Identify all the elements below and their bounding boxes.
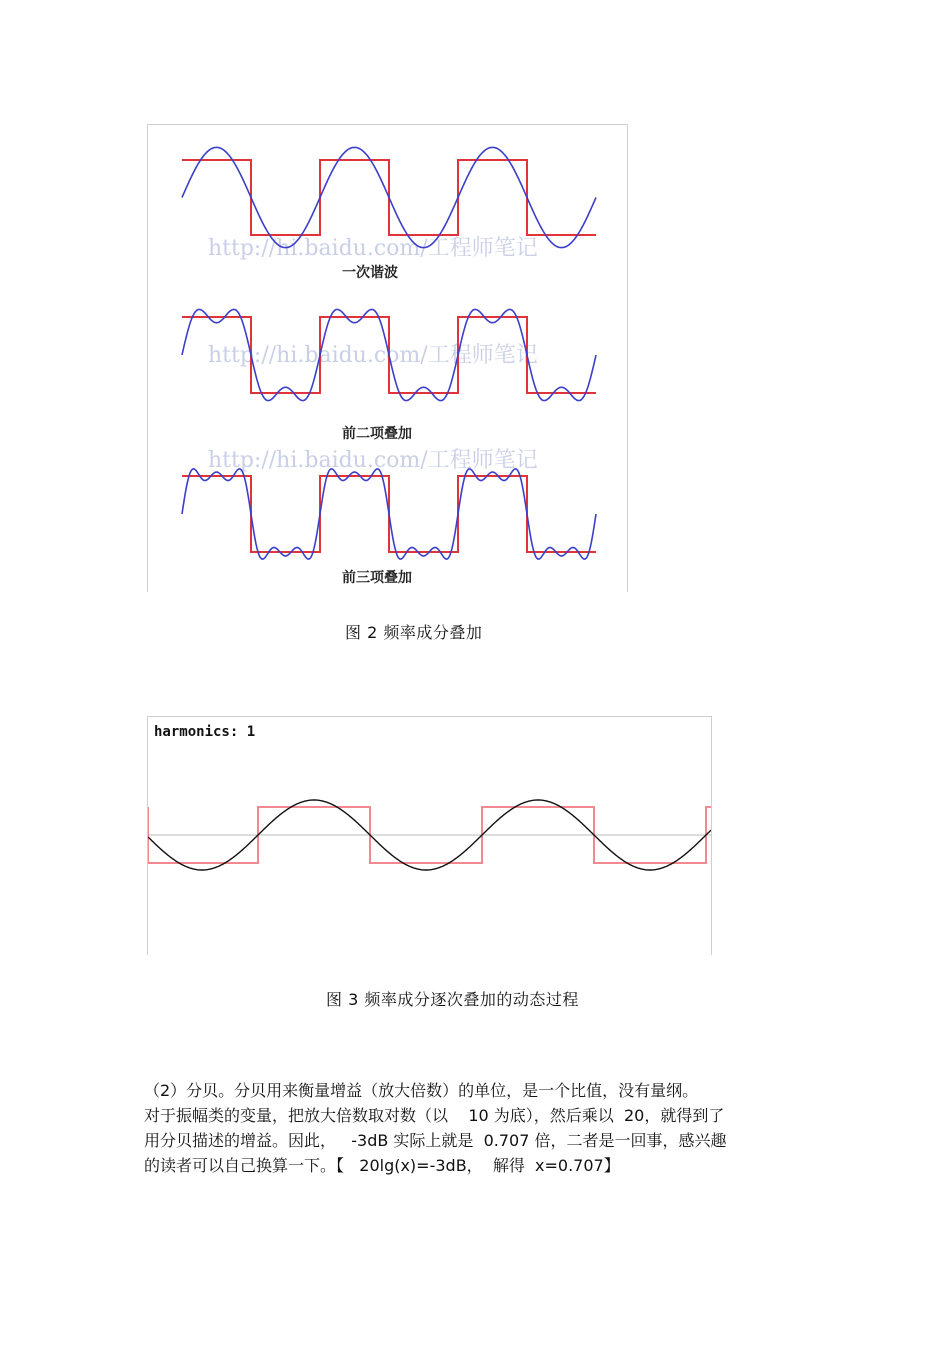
figure-2-caption: 图 2 频率成分叠加: [345, 623, 483, 642]
paragraph-line: （2）分贝。分贝用来衡量增益（放大倍数）的单位，是一个比值，没有量纲。: [144, 1081, 699, 1100]
panel-label: 前二项叠加: [342, 426, 412, 442]
body-paragraph: [144, 1078, 814, 1178]
figure-3: [147, 716, 712, 955]
figure-2-plot: [148, 125, 627, 592]
figure-3-plot: [148, 717, 711, 955]
watermark: http://hi.baidu.com/工程师笔记: [208, 236, 538, 261]
watermark: http://hi.baidu.com/工程师笔记: [208, 448, 538, 473]
panel-label: 一次谐波: [342, 265, 398, 281]
figure-2: [147, 124, 628, 592]
paragraph-line: 对于振幅类的变量，把放大倍数取对数（以 10 为底），然后乘以 20，就得到了: [144, 1106, 725, 1125]
panel-label: 前三项叠加: [342, 570, 412, 586]
watermark: http://hi.baidu.com/工程师笔记: [208, 343, 538, 368]
harmonics-counter: harmonics: 1: [154, 724, 256, 740]
paragraph-line: 用分贝描述的增益。因此， -3dB 实际上就是 0.707 倍，二者是一回事，感兴趣: [144, 1131, 727, 1150]
paragraph-line: 的读者可以自己换算一下。【 20lg(x)=-3dB， 解得 x=0.707】: [144, 1156, 620, 1175]
figure-3-caption: 图 3 频率成分逐次叠加的动态过程: [326, 990, 579, 1009]
